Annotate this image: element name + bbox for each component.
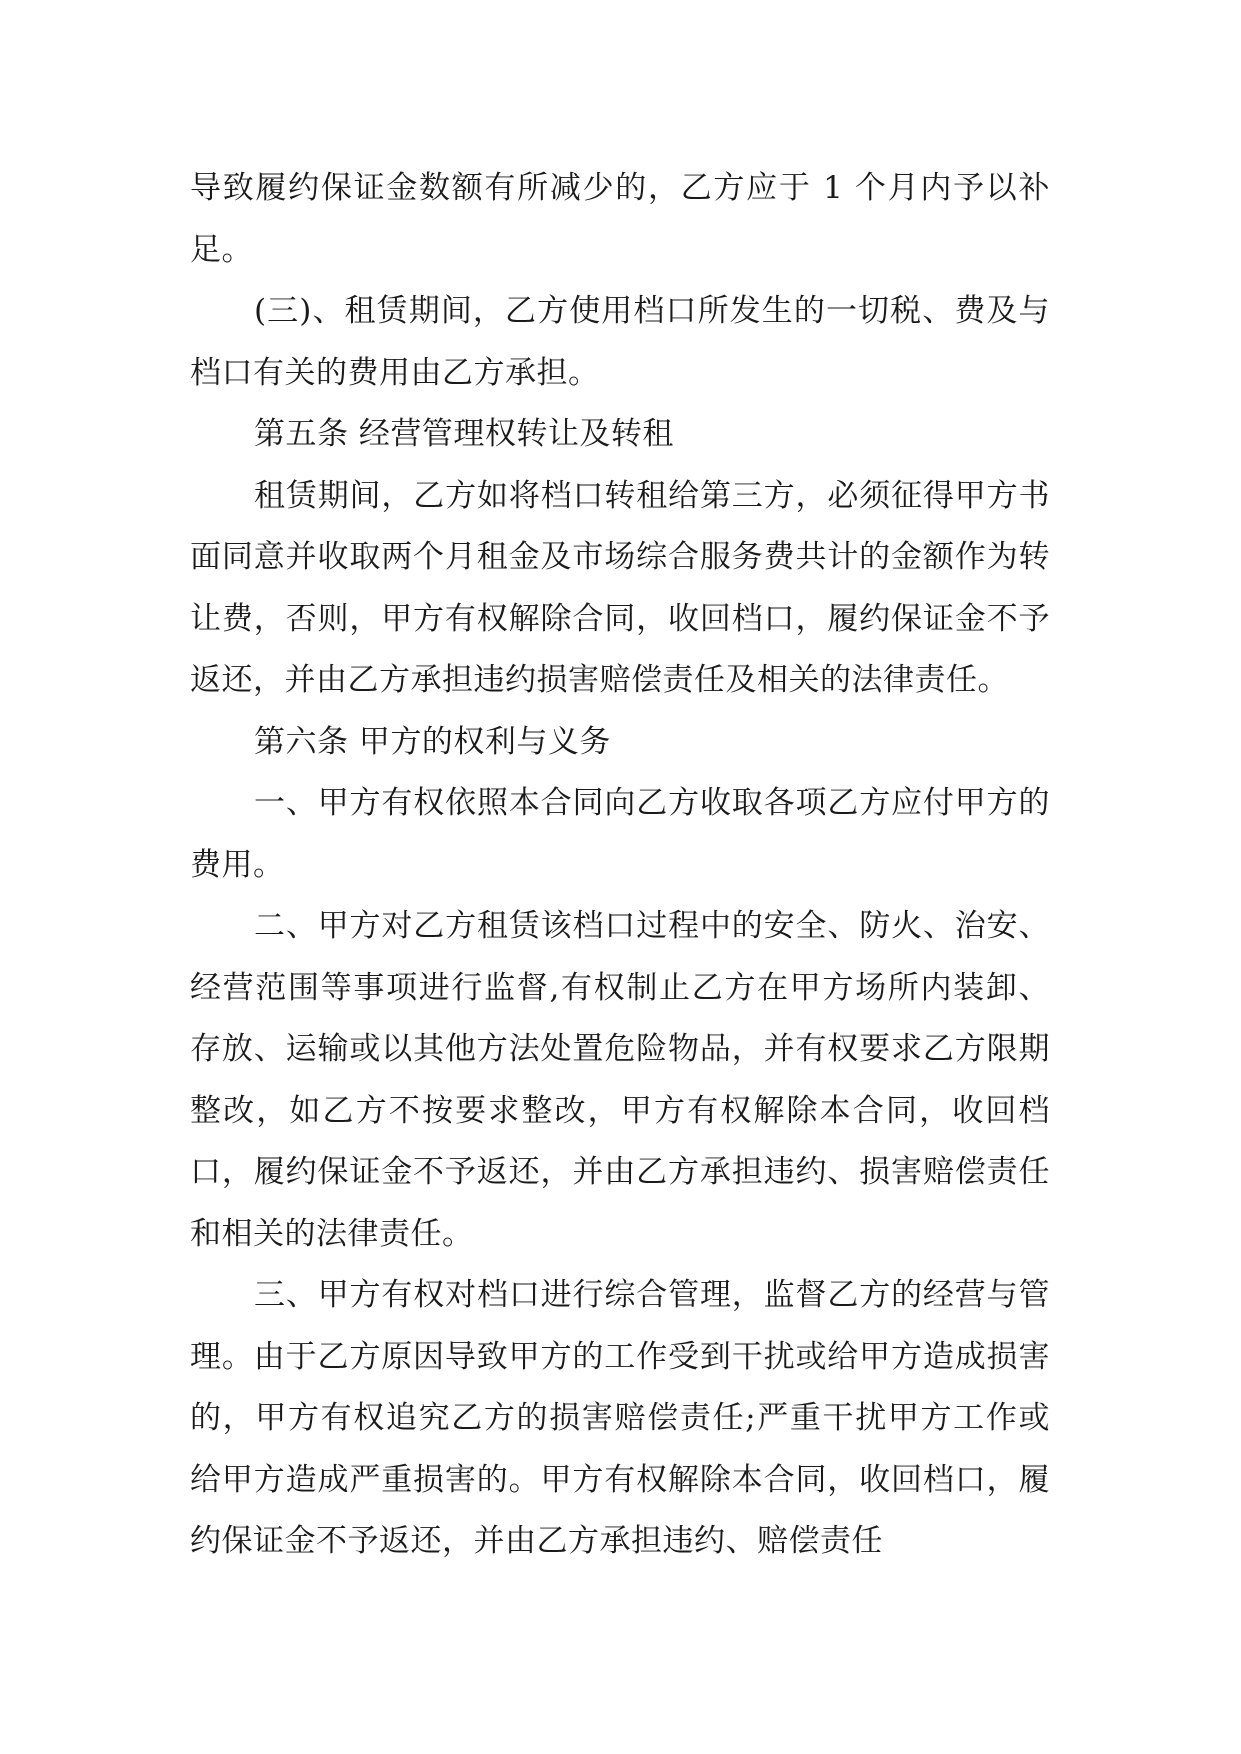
paragraph-article-5-body: 租赁期间，乙方如将档口转租给第三方，必须征得甲方书面同意并收取两个月租金及市场综合服务费共计的金额作为转让费，否则，甲方有权解除合同，收回档口，履约保证金不予返还，并由乙方承担违约损害赔偿责任及相关的法律责任。 [190, 477, 1050, 698]
article-5-heading: 第五条 经营管理权转让及转租 [254, 416, 674, 452]
paragraph-article-6-item-2: 二、甲方对乙方租赁该档口过程中的安全、防火、治安、经营范围等事项进行监督,有权制止乙方在甲方场所内装卸、存放、运输或以其他方法处置危险物品，并有权要求乙方限期整改，如乙方不按要求整改，甲方有权解除本合同，收回档口，履约保证金不予返还，并由乙方承担违约、损害赔偿责任和相关的法律责任。 [190, 908, 1050, 1252]
document-body [190, 158, 1050, 1573]
paragraph-clause-3: (三)、租赁期间，乙方使用档口所发生的一切税、费及与档口有关的费用由乙方承担。 [190, 293, 1050, 391]
paragraph-continuation: 导致履约保证金数额有所减少的，乙方应于 1 个月内予以补足。 [190, 170, 1050, 268]
paragraph-article-6-item-3: 三、甲方有权对档口进行综合管理，监督乙方的经营与管理。由于乙方原因导致甲方的工作受到干扰或给甲方造成损害的，甲方有权追究乙方的损害赔偿责任;严重干扰甲方工作或给甲方造成严重损害的。甲方有权解除本合同，收回档口，履约保证金不予返还，并由乙方承担违约、赔偿责任 [190, 1277, 1050, 1559]
article-6-heading: 第六条 甲方的权利与义务 [254, 723, 611, 760]
paragraph-article-6-item-1: 一、甲方有权依照本合同向乙方收取各项乙方应付甲方的费用。 [190, 785, 1050, 883]
